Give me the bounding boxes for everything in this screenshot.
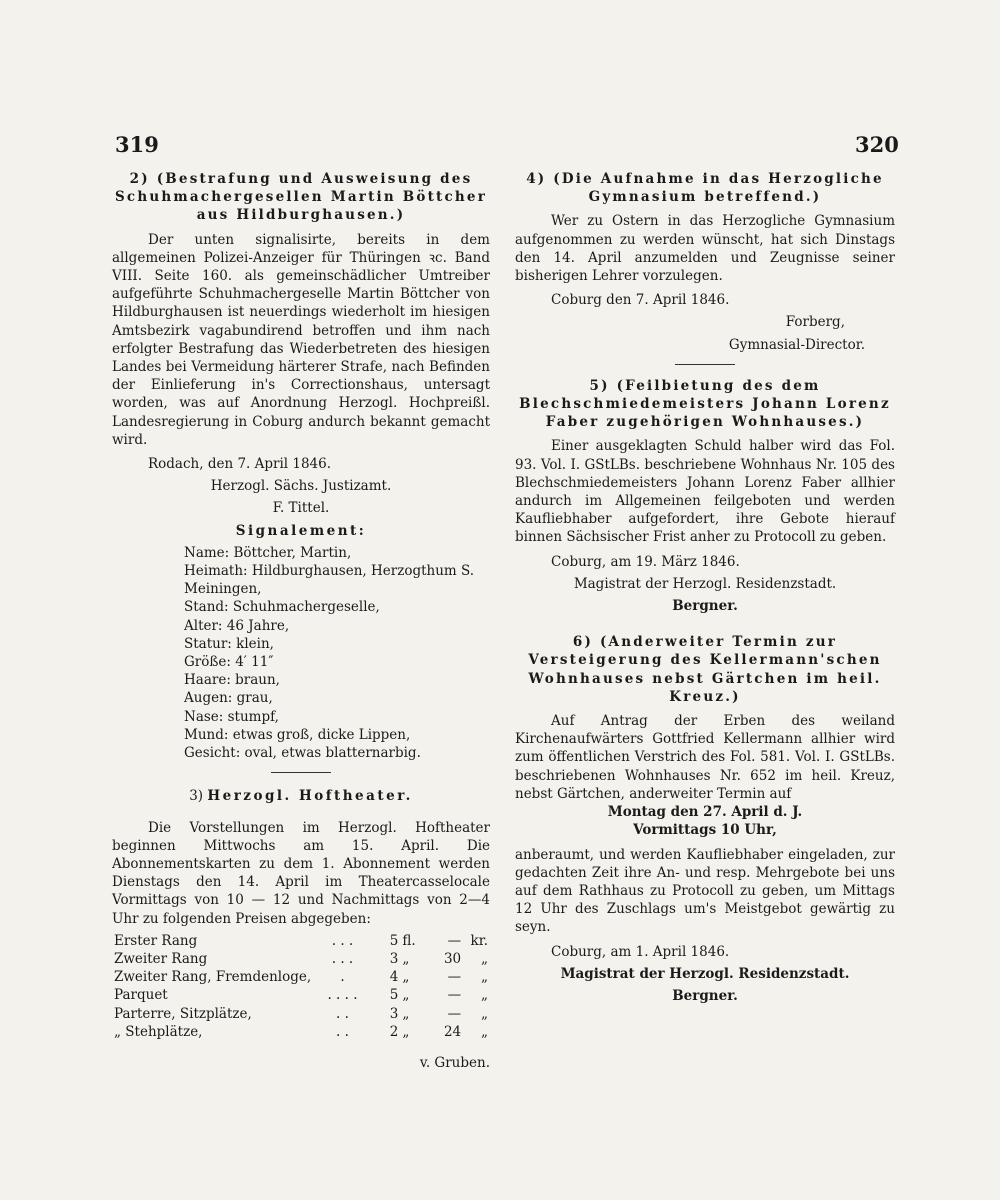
- section-divider: [271, 772, 331, 773]
- signalement-item: Heimath: Hildburghausen, Herzogthum S. Meiningen,: [184, 563, 475, 598]
- page-number-right: 320: [855, 132, 899, 157]
- notice-2-body: Der unten signalisirte, bereits in dem allgemeinen Polizei-Anzeiger für Thüringen ꝛc. Band VIII. Seite 160. als gemeinschädlicher Umtreiber aufgeführte Schuhmachergeselle Martin Böttcher von Hildburghausen ist neuerdings wiederholt im hiesigen Amtsbezirk vagabundirend betroffen und ihm nach erfolgter Bestrafung das Wiederbetreten des hiesigen Landes bei Vermeidung härterer Strafe, nach Befinden der Einlieferung in's Correctionshaus, untersagt worden, was auf Anordnung Herzogl. Hochpreißl. Landesregierung in Coburg andurch bekannt gemacht wird.: [112, 231, 490, 448]
- signalement-item: Größe: 4′ 11″: [184, 654, 274, 671]
- signalement-item: Statur: klein,: [184, 635, 274, 652]
- signalement-item: Name: Böttcher, Martin,: [184, 544, 352, 561]
- notice-6-signer: Bergner.: [672, 987, 738, 1004]
- price-fl-unit: fl.: [402, 932, 416, 949]
- price-label: „ Stehplätze,: [114, 1023, 203, 1040]
- price-fl: 3: [389, 950, 399, 967]
- price-fl-unit: „: [402, 1023, 410, 1040]
- price-fl-unit: „: [402, 969, 410, 986]
- price-dots: . . .: [331, 950, 354, 967]
- price-fl-unit: „: [402, 950, 410, 967]
- signalement-list: [112, 544, 490, 762]
- notice-2-heading: 2) (Bestrafung und Ausweisung des Schuhmachergesellen Martin Böttcher aus Hildburghausen.): [114, 171, 488, 224]
- table-row: [112, 986, 490, 1004]
- price-fl: 5: [389, 932, 399, 949]
- price-kr-unit: „: [481, 1005, 488, 1022]
- price-kr: —: [447, 987, 462, 1004]
- notice-3-signer: v. Gruben.: [419, 1055, 490, 1072]
- table-row: [112, 950, 490, 968]
- right-column: [515, 170, 895, 1009]
- notice-2-authority: Herzogl. Sächs. Justizamt.: [210, 478, 392, 495]
- notice-3-number: 3): [189, 787, 204, 804]
- notice-4-dateline: Coburg den 7. April 1846.: [551, 292, 730, 309]
- section-divider: [675, 364, 735, 365]
- price-kr-unit: kr.: [470, 932, 488, 949]
- price-label: Zweiter Rang, Fremdenloge,: [114, 969, 312, 986]
- notice-6-heading: 6) (Anderweiter Termin zur Versteigerung des Kellermann'schen Wohnhauses nebst Gärtchen im heil. Kreuz.): [528, 634, 882, 705]
- notice-6-body: Auf Antrag der Erben des weiland Kirchenaufwärters Gottfried Kellermann allhier wird zum öffentlichen Verstrich des Fol. 581. Vol. I. GStLBs. beschriebenen Wohnhauses Nr. 652 im heil. Kreuz, nebst Gärtchen, anderweiter Termin auf: [515, 713, 895, 802]
- table-row: [112, 1005, 490, 1023]
- notice-5-heading: 5) (Feilbietung des dem Blechschmiedemeisters Johann Lorenz Faber zugehörigen Wohnhauses.): [519, 377, 891, 431]
- price-kr-unit: „: [481, 987, 488, 1004]
- price-dots: . .: [336, 1023, 349, 1040]
- price-kr-unit: „: [481, 950, 488, 967]
- notice-6-date-line-1: Montag den 27. April d. J.: [607, 804, 803, 821]
- price-label: Parterre, Sitzplätze,: [114, 1005, 252, 1022]
- signalement-item: Gesicht: oval, etwas blatternarbig.: [184, 745, 421, 762]
- price-kr-unit: „: [481, 1023, 488, 1040]
- notice-4-signer-name: Forberg,: [785, 314, 845, 331]
- notice-4-body: Wer zu Ostern in das Herzogliche Gymnasium aufgenommen zu werden wünscht, hat sich Dinstags den 14. April anzumelden und Zeugnisse seiner bisherigen Lehrer vorzulegen.: [515, 213, 895, 285]
- notice-4-signer-title: Gymnasial-Director.: [728, 336, 865, 353]
- price-kr: 24: [443, 1023, 462, 1040]
- page-number-left: 319: [115, 132, 159, 157]
- notice-5-signer: Bergner.: [672, 598, 738, 615]
- signalement-item: Nase: stumpf,: [184, 708, 279, 725]
- notice-5-dateline: Coburg, am 19. März 1846.: [551, 553, 740, 570]
- notice-2-signer: F. Tittel.: [272, 500, 330, 517]
- notice-6-body-continued: anberaumt, und werden Kaufliebhaber eingeladen, zur gedachten Zeit ihre An- und resp. Mehrgebote bei uns auf dem Rathhaus zu Protocoll zu geben, um Mittags 12 Uhr des Zuschlags um's Meistgebot gewärtig zu seyn.: [515, 846, 895, 936]
- table-row: [112, 932, 490, 950]
- price-fl-unit: „: [402, 987, 410, 1004]
- price-dots: . .: [336, 1005, 349, 1022]
- signalement-item: Stand: Schuhmachergeselle,: [184, 599, 380, 616]
- price-dots: .: [340, 969, 345, 986]
- price-kr-unit: „: [481, 969, 488, 986]
- price-table: [112, 932, 490, 1041]
- price-fl-unit: „: [402, 1005, 410, 1022]
- price-kr: —: [447, 1005, 462, 1022]
- notice-4-heading: 4) (Die Aufnahme in das Herzogliche Gymnasium betreffend.): [526, 171, 884, 206]
- signalement-item: Augen: grau,: [184, 690, 273, 707]
- notice-6-dateline: Coburg, am 1. April 1846.: [551, 943, 730, 960]
- table-row: [112, 968, 490, 986]
- notice-3-heading: [112, 787, 490, 805]
- notice-3-title: Herzogl. Hoftheater.: [207, 787, 413, 804]
- price-kr: —: [447, 932, 462, 949]
- price-label: Parquet: [114, 987, 168, 1004]
- table-row: [112, 1023, 490, 1041]
- price-fl: 2: [389, 1023, 399, 1040]
- price-fl: 3: [389, 1005, 399, 1022]
- notice-3-body: Die Vorstellungen im Herzogl. Hoftheater beginnen Mittwochs am 15. April. Die Abonnementskarten zu dem 1. Abonnement werden Dienstags den 14. April im Theatercasselocale Vormittags von 10 — 12 und Nachmittags von 2—4 Uhr zu folgenden Preisen abgegeben:: [112, 819, 490, 927]
- notice-5-authority: Magistrat der Herzogl. Residenzstadt.: [573, 575, 837, 592]
- price-fl: 4: [389, 969, 399, 986]
- price-dots: . . .: [331, 932, 354, 949]
- signalement-item: Alter: 46 Jahre,: [184, 617, 290, 634]
- price-kr: 30: [443, 950, 462, 967]
- notice-2-dateline: Rodach, den 7. April 1846.: [148, 456, 332, 473]
- signalement-item: Haare: braun,: [184, 672, 280, 689]
- signalement-item: Mund: etwas groß, dicke Lippen,: [184, 726, 411, 743]
- price-kr: —: [447, 969, 462, 986]
- signalement-title: Signalement:: [235, 522, 367, 539]
- notice-6-authority: Magistrat der Herzogl. Residenzstadt.: [560, 965, 850, 982]
- price-fl: 5: [389, 987, 399, 1004]
- notice-5-body: Einer ausgeklagten Schuld halber wird das Fol. 93. Vol. I. GStLBs. beschriebene Wohnhaus Nr. 105 des Blechschmiedemeisters Johann Lorenz Faber allhier andurch im Allgemeinen feilgeboten und werden Kaufliebhaber aufgefordert, ihre Gebote hierauf binnen Sächsischer Frist anher zu Protocoll zu geben.: [515, 438, 895, 546]
- notice-6-date-line-2: Vormittags 10 Uhr,: [633, 822, 777, 839]
- price-label: Zweiter Rang: [114, 950, 208, 967]
- left-column: [112, 170, 490, 1086]
- price-dots: . . . .: [327, 987, 358, 1004]
- price-label: Erster Rang: [114, 932, 198, 949]
